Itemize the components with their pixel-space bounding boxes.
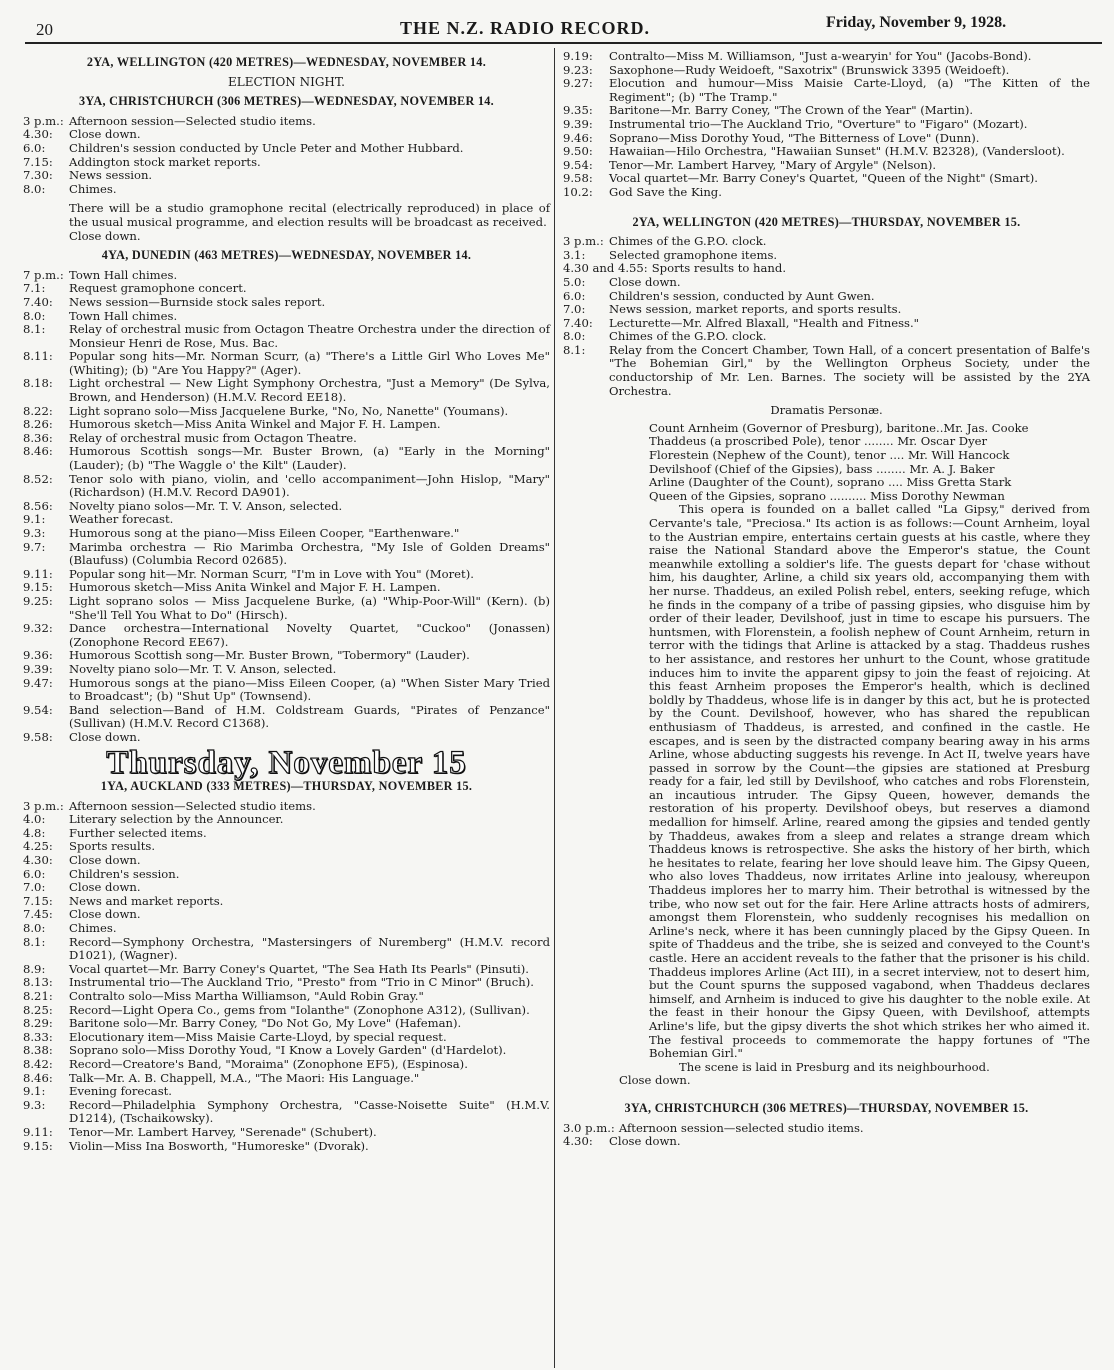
item-text: Novelty piano solos—Mr. T. V. Anson, selected. <box>69 498 343 513</box>
item-text: God Save the King. <box>609 184 722 199</box>
item-text: Instrumental trio—The Auckland Trio, "Overture" to "Figaro" (Mozart). <box>609 116 1028 131</box>
cast-member: Queen of the Gipsies, soprano .......... Miss Dorothy Newman <box>649 488 1005 503</box>
item-text: Violin—Miss Ina Bosworth, "Humoreske" (Dvorak). <box>69 1138 369 1153</box>
item-text: Record—Symphony Orchestra, "Mastersingers of Nuremberg" (H.M.V. record D1021), (Wagner). <box>69 934 550 963</box>
programme-item <box>23 377 550 404</box>
item-time: 8.29: <box>23 1016 53 1031</box>
item-text: Soprano solo—Miss Dorothy Youd, "I Know a Lovely Garden" (d'Hardelot). <box>69 1043 507 1058</box>
programme-item <box>23 663 550 677</box>
station-heading: 2YA, WELLINGTON (420 METRES)—WEDNESDAY, NOVEMBER 14. <box>86 55 487 69</box>
item-time: 9.47: <box>23 675 53 690</box>
item-text: Humorous sketch—Miss Anita Winkel and Major F. H. Lampen. <box>69 417 441 432</box>
item-time: 9.7: <box>23 539 46 554</box>
programme-item <box>23 622 550 649</box>
station-heading: 2YA, WELLINGTON (420 METRES)—THURSDAY, NOVEMBER 15. <box>632 214 1021 229</box>
left-column <box>23 50 550 1159</box>
programme-item <box>23 595 550 622</box>
item-text: Town Hall chimes. <box>69 308 178 323</box>
item-time: 8.0: <box>23 181 46 196</box>
item-text: News session. <box>69 168 153 183</box>
programme-item <box>23 156 550 170</box>
item-time: 9.36: <box>23 648 53 663</box>
item-text: Popular song hits—Mr. Norman Scurr, (a) "There's a Little Girl Who Loves Me" (Whiting); (b) "Are You Happy?" (Ager). <box>69 349 550 377</box>
item-text: Close down. <box>69 127 141 142</box>
item-text: Hawaiian—Hilo Orchestra, "Hawaiian Sunset" (H.M.V. B2328), (Vandersloot). <box>609 144 1065 159</box>
item-text: Tenor solo with piano, violin, and 'cello accompaniment—John Hislop, "Mary" (Richardson) (H.M.V. Record DA901). <box>69 471 550 500</box>
item-text: Light soprano solo—Miss Jacquelene Burke, "No, No, Nanette" (Youmans). <box>69 403 509 418</box>
item-text: Humorous Scottish songs—Mr. Buster Brown, (a) "Early in the Morning" (Lauder); (b) "The Waggle o' the Kilt" (Lauder). <box>69 444 550 473</box>
item-text: Children's session, conducted by Aunt Gwen. <box>609 288 875 303</box>
item-text: Instrumental trio—The Auckland Trio, "Presto" from "Trio in C Minor" (Bruch). <box>69 975 534 990</box>
item-text: Vocal quartet—Mr. Barry Coney's Quartet, "Queen of the Night" (Smart). <box>609 171 1038 186</box>
programme-item <box>563 118 1090 132</box>
station-heading: 3YA, CHRISTCHURCH (306 METRES)—WEDNESDAY, NOVEMBER 14. <box>78 94 495 109</box>
item-text: Close down. <box>69 880 141 895</box>
item-time: 9.3: <box>23 526 46 540</box>
item-text: Lecturette—Mr. Alfred Blaxall, "Health and Fitness." <box>609 315 920 330</box>
programme-item <box>563 132 1090 146</box>
item-time: 4.30: <box>563 1134 593 1149</box>
right-column <box>563 50 1090 1155</box>
programme-item <box>23 350 550 377</box>
item-time: 6.0: <box>563 288 586 303</box>
item-time: 9.15: <box>23 580 53 595</box>
item-time: 8.56: <box>23 498 53 513</box>
item-text: Marimba orchestra — Rio Marimba Orchestra, "My Isle of Golden Dreams" (Blaufuss) (Columbia Record 02685). <box>69 539 550 568</box>
programme-item <box>23 677 550 704</box>
item-time: 9.54: <box>563 157 593 172</box>
item-text: Contralto—Miss M. Williamson, "Just a-wearyin' for You" (Jacobs-Bond). <box>609 49 1032 63</box>
item-time: 9.58: <box>23 729 53 744</box>
item-time: 7 p.m.: <box>23 267 64 282</box>
item-time: 9.46: <box>563 130 593 145</box>
programme-item <box>23 813 550 827</box>
programme-item <box>23 581 550 595</box>
item-text: News and market reports. <box>69 893 224 908</box>
item-time: 4.25: <box>23 839 53 854</box>
item-time: 9.1: <box>23 1084 46 1099</box>
item-text: Chimes of the G.P.O. clock. <box>609 234 767 249</box>
item-text: Children's session. <box>69 866 180 881</box>
programme-item <box>23 1044 550 1058</box>
programme-item <box>23 541 550 568</box>
item-time: 7.40: <box>563 315 593 330</box>
item-text: Elocutionary item—Miss Maisie Carte-Lloyd, by special request. <box>69 1029 447 1044</box>
item-time: 8.0: <box>23 308 46 323</box>
programme-item <box>23 1072 550 1086</box>
item-time: 3 p.m.: <box>23 113 64 128</box>
item-time: 3.0 p.m.: <box>563 1120 615 1135</box>
item-text: Vocal quartet—Mr. Barry Coney's Quartet, "The Sea Hath Its Pearls" (Pinsuti). <box>69 961 529 976</box>
column-divider <box>554 48 555 1368</box>
programme-item <box>23 1140 550 1154</box>
programme-item <box>23 128 550 142</box>
cast-member: Arline (Daughter of the Count), soprano .... Miss Gretta Stark <box>649 475 1012 490</box>
programme-item <box>23 1058 550 1072</box>
item-time: 8.46: <box>23 1070 53 1085</box>
programme-item <box>563 104 1090 118</box>
close-down: Close down. <box>69 228 141 243</box>
item-time: 8.25: <box>23 1002 53 1017</box>
item-time: 8.1: <box>23 934 46 949</box>
item-time: 9.11: <box>23 566 53 581</box>
programme-item <box>23 513 550 527</box>
item-time: 9.39: <box>563 116 593 131</box>
programme-item <box>23 963 550 977</box>
item-time: 7.0: <box>563 302 586 317</box>
item-time: 6.0: <box>23 866 46 881</box>
item-text: Close down. <box>69 907 141 922</box>
item-text: Chimes. <box>69 921 117 936</box>
item-text: Popular song hit—Mr. Norman Scurr, "I'm in Love with You" (Moret). <box>69 566 474 581</box>
item-time: 9.58: <box>563 171 593 186</box>
item-time: 8.36: <box>23 430 53 445</box>
programme-item <box>23 1085 550 1099</box>
programme-item <box>23 527 550 541</box>
item-text: Chimes of the G.P.O. clock. <box>609 329 767 344</box>
programme-item <box>563 159 1090 173</box>
item-time: 9.39: <box>23 661 53 676</box>
item-text: Close down. <box>609 1134 681 1149</box>
page-number: 20 <box>36 20 53 39</box>
item-text: Town Hall chimes. <box>69 267 178 282</box>
item-text: Humorous sketch—Miss Anita Winkel and Major F. H. Lampen. <box>69 580 441 595</box>
item-text: Addington stock market reports. <box>69 154 261 169</box>
programme-item <box>23 282 550 296</box>
item-time: 8.13: <box>23 975 53 990</box>
station-heading: 3YA, CHRISTCHURCH (306 METRES)—THURSDAY, NOVEMBER 15. <box>624 1100 1029 1115</box>
item-time: 9.1: <box>23 512 46 527</box>
programme-item <box>23 1004 550 1018</box>
item-time: 7.15: <box>23 154 53 169</box>
programme-item <box>23 976 550 990</box>
item-text: Novelty piano solo—Mr. T. V. Anson, selected. <box>69 661 337 676</box>
item-text: Band selection—Band of H.M. Coldstream Guards, "Pirates of Penzance" (Sullivan) (H.M.V. Record C1368). <box>69 702 550 731</box>
opera-synopsis: This opera is founded on a ballet called "La Gipsy," derived from Cervante's tale, "Preciosa." Its action is as follows:—Count Arnheim, loyal to the Austrian empire, entertains certain guests at his castle, where they raise the National Standard above the Emperor's statue, the Count meanwhile extolling a soldier's life. The guests depart for 'chase without him, his daughter, Arline, a child six years old, accompanying them with her nurse. Thaddeus, an exiled Polish rebel, enters, seeking refuge, which he finds in the company of a tribe of passing gipsies, who disguise him by order of their leader, Devilshoof, just in time to escape his pursuers. The huntsmen, with Florenstein, a foolish nephew of Count Arnheim, return in terror with the tidings that Arline is attacked by a stag. Thaddeus rushes to her assistance, and restores her unhurt to the Count, whose gratitude induces him to invite the apparent gipsy to join the feast of rejoicing. At this feast Arnheim proposes the Emperor's health, which is declined boldly by Thaddeus, whose life is in danger by this act, but he is protected by the Count. Devilshoof, however, who has shared the republican enthusiasm of Thaddeus, is arrested, and confined in the castle. He escapes, and is seen by the distracted company bearing away in his arms Arline, whose abducting suggests his revenge. In Act II, twelve years have passed in sorrow by the Count—the gipsies are stationed at Presburg ready for a fair, led still by Devilshoof, who catches and robs Florenstein, an incautious intruder. The Gipsy Queen, however, demands the restoration of his property. Devilshoof obeys, but reserves a diamond medallion for himself. Arline, reared among the gipsies and tended gently by Thaddeus, awakes from a sleep and relates a strange dream which Thaddeus knows is retrospective. She asks the history of her birth, which he hesitates to relate, fearing her love should leave him. The Gipsy Queen, who also loves Thaddeus, now irritates Arline into jealousy, whereupon Thaddeus implores her to marry him. Their betrothal is witnessed by the tribe, who now set out for the fair. Here Arline attracts hosts of admirers, amongst them Florenstein, who suddenly recognises his medallion on Arline's neck, where it has been cunningly placed by the Gipsy Queen. In spite of Thaddeus and the tribe, she is seized and conveyed to the Count's castle. Here an accident reveals to the father that the prisoner is his child. Thaddeus implores Arline (Act III), in a secret interview, not to desert him, but the Count spurns the supposed vagabond, when Thaddeus declares himself, and Arnheim is induced to give his daughter to the noble exile. At the feast in their honour the Gipsy Queen, with Devilshoof, attempts Arline's life, but the gipsy diverts the shot which strikes her who aimed it. The festival proceeds to commemorate the happy fortunes of "The Bohemian Girl." <box>649 502 1090 1061</box>
item-time: 8.42: <box>23 1056 53 1071</box>
programme-item <box>23 445 550 472</box>
item-time: 8.22: <box>23 403 53 418</box>
programme-item <box>23 1099 550 1126</box>
programme-item <box>23 568 550 582</box>
item-text: Dance orchestra—International Novelty Quartet, "Cuckoo" (Jonassen) (Zonophone Record EE67). <box>69 621 550 649</box>
item-text: Afternoon session—Selected studio items. <box>69 113 316 128</box>
programme-item <box>23 936 550 963</box>
item-text: Further selected items. <box>69 825 207 840</box>
programme-item <box>23 169 550 183</box>
programme-item <box>23 800 550 814</box>
programme-item <box>23 1017 550 1031</box>
programme-item <box>23 854 550 868</box>
masthead-title: THE N.Z. RADIO RECORD. <box>400 18 651 38</box>
item-time: 10.2: <box>563 184 593 199</box>
programme-item <box>563 303 1090 317</box>
scene-note: The scene is laid in Presburg and its neighbourhood. <box>679 1059 990 1074</box>
programme-item <box>23 895 550 909</box>
programme-item <box>23 908 550 922</box>
item-text: Record—Philadelphia Symphony Orchestra, "Casse-Noisette Suite" (H.M.V. D1214), (Tschaikowsky). <box>69 1097 550 1126</box>
item-time: 8.38: <box>23 1043 53 1058</box>
programme-item <box>563 186 1090 200</box>
item-time: 4.8: <box>23 825 46 840</box>
item-text: Saxophone—Rudy Weidoeft, "Saxotrix" (Brunswick 3395 (Weidoeft). <box>609 62 1010 77</box>
item-time: 8.1: <box>23 322 46 337</box>
item-text: Evening forecast. <box>69 1084 172 1099</box>
item-time: 7.45: <box>23 907 53 922</box>
item-time: 8.0: <box>563 329 586 344</box>
programme-item <box>563 330 1090 344</box>
programme-item <box>23 418 550 432</box>
item-text: Elocution and humour—Miss Maisie Carte-Lloyd, (a) "The Kitten of the Regiment"; (b) "The Tramp." <box>609 76 1090 104</box>
cast-member: Count Arnheim (Governor of Presburg), baritone..Mr. Jas. Cooke <box>649 420 1029 435</box>
programme-item <box>23 405 550 419</box>
page-header <box>0 0 1114 42</box>
programme-item <box>23 704 550 731</box>
programme-item <box>563 249 1090 263</box>
item-text: Weather forecast. <box>69 512 174 527</box>
item-time: 7.1: <box>23 281 46 296</box>
day-heading: Thursday, November 15 <box>106 744 467 781</box>
programme-item <box>23 323 550 350</box>
item-text: Record—Light Opera Co., gems from "Iolanthe" (Zonophone A312), (Sullivan). <box>69 1002 530 1017</box>
programme-item <box>23 990 550 1004</box>
item-time: 9.25: <box>23 593 53 608</box>
item-time: 5.0: <box>563 274 586 289</box>
cast-list <box>649 422 1090 504</box>
station-heading: 4YA, DUNEDIN (463 METRES)—WEDNESDAY, NOVEMBER 14. <box>101 248 472 263</box>
programme-item <box>563 235 1090 249</box>
programme-item <box>23 840 550 854</box>
programme-item <box>563 344 1090 398</box>
item-text: Close down. <box>69 729 141 744</box>
item-time: 4.0: <box>23 812 46 827</box>
cast-member: Devilshoof (Chief of the Gipsies), bass ........ Mr. A. J. Baker <box>649 461 995 476</box>
item-time: 9.27: <box>563 76 593 91</box>
item-text: Tenor—Mr. Lambert Harvey, "Mary of Argyle" (Nelson). <box>609 157 937 172</box>
item-text: Request gramophone concert. <box>69 281 247 296</box>
item-text: Record—Creatore's Band, "Moraima" (Zonophone EF5), (Espinosa). <box>69 1056 468 1071</box>
item-time: 9.32: <box>23 621 53 636</box>
programme-item <box>23 1031 550 1045</box>
item-text: Close down. <box>609 274 681 289</box>
programme-item <box>563 262 1090 276</box>
item-text: Children's session conducted by Uncle Peter and Mother Hubbard. <box>69 140 464 155</box>
item-time: 3 p.m.: <box>563 234 604 249</box>
item-time: 9.35: <box>563 103 593 118</box>
item-text: Light soprano solos — Miss Jacquelene Burke, (a) "Whip-Poor-Will" (Kern). (b) "She'll Tell You What to Do" (Hirsch). <box>69 593 550 622</box>
item-text: Sports results. <box>69 839 156 854</box>
programme-item <box>563 50 1090 64</box>
item-time: 8.0: <box>23 921 46 936</box>
item-text: Tenor—Mr. Lambert Harvey, "Serenade" (Schubert). <box>69 1124 377 1139</box>
close-down: Close down. <box>619 1073 691 1088</box>
programme-item <box>23 649 550 663</box>
item-text: Talk—Mr. A. B. Chappell, M.A., "The Maori: His Language." <box>69 1070 420 1085</box>
programme-list <box>563 1122 1090 1149</box>
programme-item <box>563 145 1090 159</box>
item-time: 9.15: <box>23 1138 53 1153</box>
item-time: 8.26: <box>23 417 53 432</box>
item-time: 8.46: <box>23 444 53 459</box>
programme-item <box>563 77 1090 104</box>
programme-item <box>563 64 1090 78</box>
station-heading: 1YA, AUCKLAND (333 METRES)—THURSDAY, NOVEMBER 15. <box>100 779 473 794</box>
cast-member: Thaddeus (a proscribed Pole), tenor ........ Mr. Oscar Dyer <box>649 434 988 449</box>
item-time: 9.54: <box>23 702 53 717</box>
programme-item <box>23 922 550 936</box>
item-time: 4.30: <box>23 127 53 142</box>
item-time: 9.50: <box>563 144 593 159</box>
item-time: 8.11: <box>23 349 53 364</box>
cast-member: Florestein (Nephew of the Count), tenor .... Mr. Will Hancock <box>649 448 1010 463</box>
programme-item <box>23 142 550 156</box>
programme-list <box>23 115 550 197</box>
programme-item <box>23 731 550 745</box>
item-time: 7.0: <box>23 880 46 895</box>
programme-item <box>23 473 550 500</box>
programme-item <box>563 1122 1090 1136</box>
programme-item <box>23 500 550 514</box>
programme-item <box>23 881 550 895</box>
item-time: 6.0: <box>23 140 46 155</box>
programme-note: There will be a studio gramophone recital (electrically reproduced) in place of the usual musical programme, and election results will be broadcast as received. <box>69 201 550 229</box>
programme-item <box>23 868 550 882</box>
item-text: Baritone solo—Mr. Barry Coney, "Do Not Go, My Love" (Hafeman). <box>69 1016 462 1031</box>
programme-item <box>23 296 550 310</box>
item-text: Relay of orchestral music from Octagon Theatre Orchestra under the direction of Monsieur Henri de Rose, Mus. Bac. <box>69 322 550 350</box>
item-time: 4.30: <box>23 853 53 868</box>
programme-list <box>23 800 550 1153</box>
item-text: Humorous Scottish song—Mr. Buster Brown, "Tobermory" (Lauder). <box>69 648 470 663</box>
section-subtitle: ELECTION NIGHT. <box>228 74 345 89</box>
item-text: Relay from the Concert Chamber, Town Hall, of a concert presentation of Balfe's "The Bohemian Girl," by the Wellington Orpheus Society, under the conductorship of Mr. Len. Barnes. The society will be assisted by the 2YA Orchestra. <box>609 342 1090 398</box>
programme-item <box>23 310 550 324</box>
item-text: Literary selection by the Announcer. <box>69 812 284 827</box>
item-time: 9.19: <box>563 49 593 63</box>
programme-list <box>563 235 1090 398</box>
issue-date: Friday, November 9, 1928. <box>826 14 1007 31</box>
programme-item <box>23 432 550 446</box>
programme-item <box>23 115 550 129</box>
item-time: 8.1: <box>563 342 586 357</box>
item-time: 8.9: <box>23 961 46 976</box>
programme-item <box>23 269 550 283</box>
item-text: Afternoon session—selected studio items. <box>618 1120 864 1135</box>
item-time: 3.1: <box>563 247 586 262</box>
item-text: Selected gramophone items. <box>609 247 778 262</box>
programme-list <box>23 269 550 745</box>
header-rule <box>25 42 1102 44</box>
programme-list <box>563 50 1090 200</box>
item-time: 7.40: <box>23 294 53 309</box>
item-time: 8.52: <box>23 471 53 486</box>
item-text: News session, market reports, and sports results. <box>609 302 902 317</box>
programme-item <box>23 183 550 197</box>
item-text: Relay of orchestral music from Octagon Theatre. <box>69 430 357 445</box>
item-text: Humorous songs at the piano—Miss Eileen Cooper, (a) "When Sister Mary Tried to Broadcast"; (b) "Shut Up" (Townsend). <box>69 675 550 704</box>
item-text: Close down. <box>69 853 141 868</box>
item-text: Humorous song at the piano—Miss Eileen Cooper, "Earthenware." <box>69 526 460 540</box>
item-text: Afternoon session—Selected studio items. <box>69 798 316 813</box>
programme-item <box>563 290 1090 304</box>
item-text: Soprano—Miss Dorothy Youd, "The Bitterness of Love" (Dunn). <box>609 130 980 145</box>
item-time: 7.30: <box>23 168 53 183</box>
item-time: 8.18: <box>23 376 53 391</box>
item-text: Sports results to hand. <box>651 261 786 276</box>
programme-item <box>23 827 550 841</box>
item-time: 7.15: <box>23 893 53 908</box>
programme-item <box>563 172 1090 186</box>
item-text: News session—Burnside stock sales report. <box>69 294 326 309</box>
item-time: 9.23: <box>563 62 593 77</box>
programme-item <box>563 1135 1090 1149</box>
item-time: 4.30 and 4.55: <box>563 261 648 276</box>
item-time: 8.33: <box>23 1029 53 1044</box>
programme-item <box>563 317 1090 331</box>
programme-item <box>23 1126 550 1140</box>
item-time: 8.21: <box>23 989 53 1003</box>
item-text: Chimes. <box>69 181 117 196</box>
dramatis-heading: Dramatis Personæ. <box>770 403 883 418</box>
item-time: 9.3: <box>23 1097 46 1112</box>
item-text: Contralto solo—Miss Martha Williamson, "Auld Robin Gray." <box>69 989 424 1003</box>
item-text: Baritone—Mr. Barry Coney, "The Crown of the Year" (Martin). <box>609 103 974 118</box>
item-text: Light orchestral — New Light Symphony Orchestra, "Just a Memory" (De Sylva, Brown, and Henderson) (H.M.V. Record EE18). <box>69 376 550 405</box>
item-time: 3 p.m.: <box>23 798 64 813</box>
programme-item <box>563 276 1090 290</box>
item-time: 9.11: <box>23 1124 53 1139</box>
